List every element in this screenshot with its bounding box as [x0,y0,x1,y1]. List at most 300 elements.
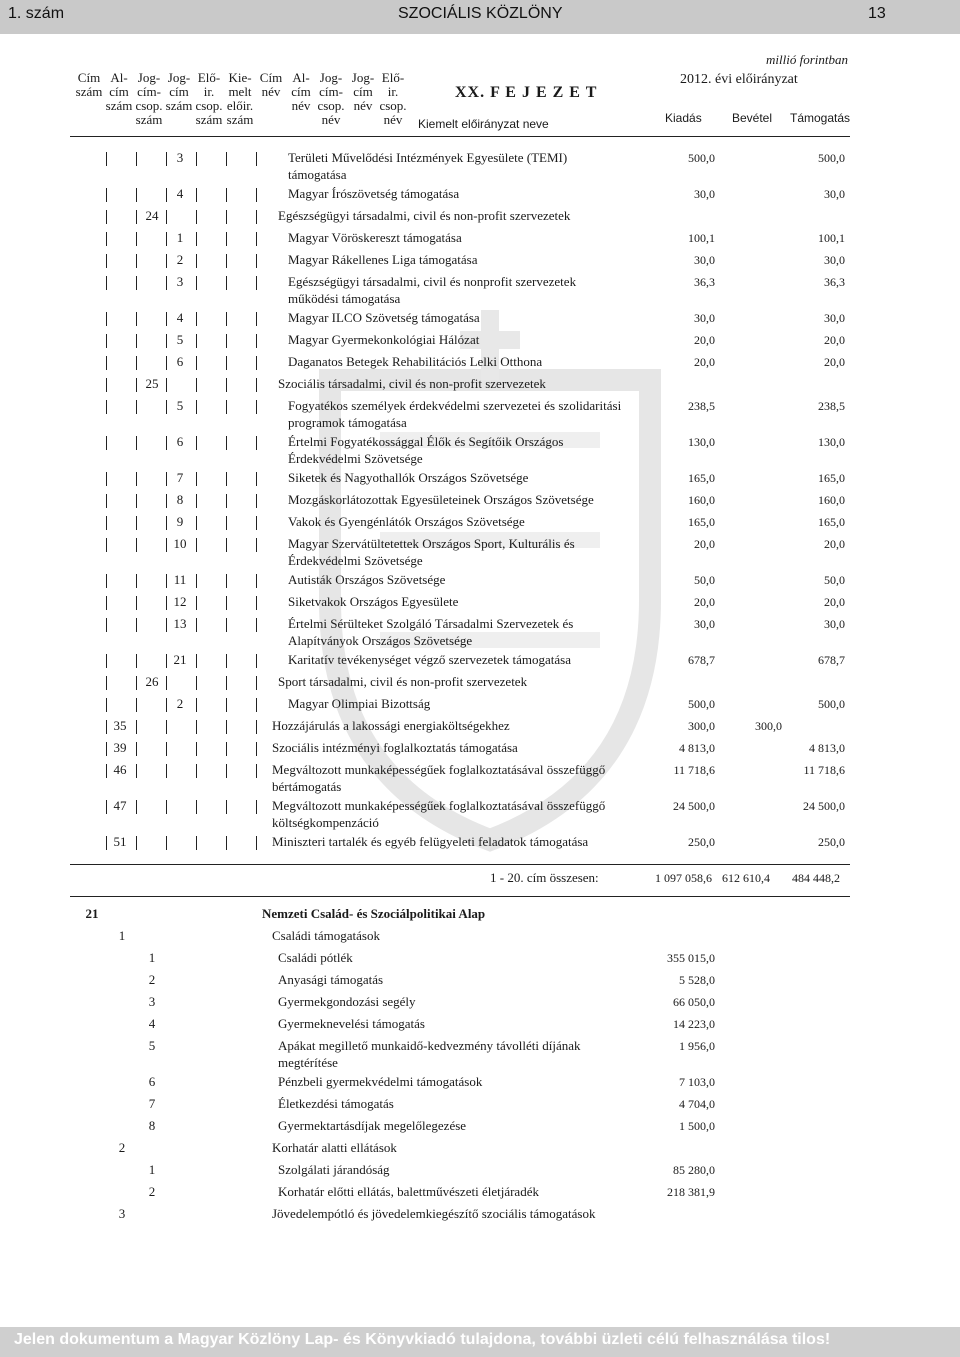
col-eloircsop-szam: Elő- ir. csop. szám [195,70,223,127]
column-tick [256,742,257,756]
row-label: Alapítványok Országos Szövetsége [288,633,473,648]
column-tick [196,574,197,588]
summary-separator [70,864,850,865]
row-label: Érdekvédelmi Szövetsége [288,553,423,568]
page-number: 13 [868,5,886,22]
column-tick [166,618,167,632]
row-number: 12 [173,594,187,609]
column-tick [136,742,137,756]
row-label: Sport társadalmi, civil és non-profit szervezetek [278,674,528,689]
value-tamogatas: 50,0 [824,573,845,587]
fund-row-label: Gyermektartásdíjak megelőlegezése [278,1118,467,1133]
column-tick [256,720,257,734]
row-label: Értelmi Fogyatékossággal Élők és Segítőik Országos [288,434,564,449]
col-eloircsop-nev: Elő- ir. csop. név [379,70,407,127]
column-tick [196,618,197,632]
column-tick [196,764,197,778]
value-kiadas: 36,3 [694,275,715,289]
row-number: 4 [176,310,184,325]
value-tamogatas: 11 718,6 [803,763,845,777]
fund-row-label: Jövedelempótló és jövedelemkiegészítő szociális támogatások [272,1206,596,1221]
column-tick [196,472,197,486]
column-tick [166,312,167,326]
column-tick [166,378,167,392]
value-tamogatas: 130,0 [818,435,845,449]
column-tick [226,836,227,850]
row-number: 39 [113,740,127,755]
row-number: 11 [173,572,187,587]
value-kiadas: 100,1 [688,231,715,245]
row-label: programok támogatása [288,415,407,430]
value-tamogatas: 36,3 [824,275,845,289]
column-tick [166,152,167,166]
column-tick [256,232,257,246]
column-tick [196,698,197,712]
column-tick [196,494,197,508]
column-tick [166,436,167,450]
column-tick [226,618,227,632]
column-tick [136,800,137,814]
fund-row-label: Családi támogatások [272,928,380,943]
column-tick [196,742,197,756]
row-number: 46 [113,762,127,777]
fund-row-number: 1 [148,950,156,965]
col-jogcim-szam: Jog- cím szám [165,70,193,113]
column-tick [136,494,137,508]
value-tamogatas: 30,0 [824,617,845,631]
value-tamogatas: 30,0 [824,187,845,201]
column-tick [106,764,107,778]
column-tick [166,742,167,756]
fund-row-number: 3 [148,994,156,1009]
row-label: Hozzájárulás a lakossági energiaköltségekhez [272,718,510,733]
fund-row-number: 2 [118,1140,126,1155]
value-tamogatas: 20,0 [824,595,845,609]
fund-row-label: Anyasági támogatás [278,972,384,987]
column-tick [106,618,107,632]
fund-row-label: Családi pótlék [278,950,353,965]
column-tick [256,618,257,632]
column-tick [256,254,257,268]
value-tamogatas: 165,0 [818,515,845,529]
column-tick [226,472,227,486]
column-tick [196,276,197,290]
column-tick [196,720,197,734]
row-label: Siketvakok Országos Egyesülete [288,594,459,609]
column-tick [256,472,257,486]
row-label: támogatása [288,167,347,182]
value-tamogatas: 238,5 [818,399,845,413]
row-number: 1 [176,230,184,245]
row-number: 26 [145,674,159,689]
fund-row-number: 1 [148,1162,156,1177]
column-tick [226,698,227,712]
column-tick [226,800,227,814]
column-tick [256,836,257,850]
issue-number: 1. szám [8,5,65,22]
row-label: Magyar Rákellenes Liga támogatása [288,252,478,267]
column-tick [166,764,167,778]
row-label: költségkompenzáció [272,815,379,830]
col-alcim-nev: Al- cím név [291,70,311,113]
row-number: 13 [173,616,187,631]
row-label: bértámogatás [272,779,342,794]
column-tick [196,312,197,326]
column-tick [106,312,107,326]
column-tick [256,516,257,530]
value-kiadas: 160,0 [688,493,715,507]
column-tick [196,538,197,552]
row-label: Egészségügyi társadalmi, civil és nonprofit szervezetek [288,274,577,289]
row-label: Magyar ILCO Szövetség támogatása [288,310,480,325]
header-separator [70,136,850,137]
column-tick [256,356,257,370]
column-tick [196,378,197,392]
column-tick [226,152,227,166]
column-tick [136,232,137,246]
row-number: 24 [145,208,159,223]
column-tick [136,654,137,668]
value-kiadas: 250,0 [688,835,715,849]
footer-notice [0,1327,960,1357]
column-tick [226,538,227,552]
column-tick [226,276,227,290]
row-label: Mozgáskorlátozottak Egyesületeinek Országos Szövetsége [288,492,594,507]
row-number: 21 [173,652,187,667]
column-tick [226,312,227,326]
row-label: Szociális intézményi foglalkoztatás támogatása [272,740,518,755]
subheader-tamogatas: Támogatás [790,111,851,125]
column-tick [256,152,257,166]
column-tick [256,538,257,552]
row-number: 3 [176,274,184,289]
value-tamogatas: 24 500,0 [803,799,845,813]
column-tick [226,188,227,202]
column-tick [196,836,197,850]
column-tick [136,720,137,734]
fund-row-label: Pénzbeli gyermekvédelmi támogatások [278,1074,483,1089]
value-kiadas: 500,0 [688,151,715,165]
column-tick [196,654,197,668]
row-number: 6 [176,434,184,449]
column-tick [136,836,137,850]
column-tick [166,254,167,268]
row-label: működési támogatása [288,291,401,306]
value-kiadas: 165,0 [688,471,715,485]
value-kiadas: 30,0 [694,187,715,201]
row-label: Fogyatékos személyek érdekvédelmi szervezetei és szolidaritási [288,398,622,413]
summary-bevetel: 612 610,4 [722,871,770,885]
column-tick [136,436,137,450]
fund-row-label: Szolgálati járandóság [278,1162,390,1177]
column-tick [106,188,107,202]
fund-value-kiadas: 1 956,0 [679,1039,715,1053]
column-tick [196,356,197,370]
fund-row-label: Apákat megillető munkaidő-kedvezmény távolléti díjának [278,1038,581,1053]
subheader-kiadas: Kiadás [665,111,702,125]
column-tick [196,334,197,348]
column-tick [226,436,227,450]
fund-row-number: 1 [118,928,126,943]
col-alcim-szam: Al- cím szám [105,70,133,113]
column-tick [166,356,167,370]
column-tick [106,800,107,814]
value-tamogatas: 30,0 [824,253,845,267]
column-tick [136,676,137,690]
row-number: 6 [176,354,184,369]
col-jogcim-nev: Jog- cím név [351,70,375,113]
column-tick [166,494,167,508]
column-tick [196,596,197,610]
column-tick [196,152,197,166]
fund-row-label: Életkezdési támogatás [278,1096,394,1111]
fund-value-kiadas: 7 103,0 [679,1075,715,1089]
chapter-title: XX. F E J E Z E T [455,84,598,101]
row-label: Magyar Vöröskereszt támogatása [288,230,462,245]
column-tick [256,698,257,712]
row-number: 5 [176,332,184,347]
fund-value-kiadas: 66 050,0 [673,995,715,1009]
row-label: Területi Művelődési Intézmények Egyesülete (TEMI) [288,150,568,165]
row-number: 10 [173,536,187,551]
value-kiadas: 238,5 [688,399,715,413]
subheader-bevetel: Bevétel [732,111,773,125]
unit-note: millió forintban [766,52,848,67]
column-tick [106,720,107,734]
column-tick [106,276,107,290]
column-tick [136,378,137,392]
column-tick [196,800,197,814]
fund-row-number: 6 [148,1074,156,1089]
value-kiadas: 30,0 [694,617,715,631]
row-label: Egészségügyi társadalmi, civil és non-profit szervezetek [278,208,571,223]
value-tamogatas: 165,0 [818,471,845,485]
column-tick [256,276,257,290]
value-tamogatas: 250,0 [818,835,845,849]
column-tick [226,232,227,246]
row-label: Daganatos Betegek Rehabilitációs Lelki Otthona [288,354,543,369]
fund-value-kiadas: 5 528,0 [679,973,715,987]
column-tick [166,210,167,224]
column-tick [256,210,257,224]
column-tick [166,654,167,668]
row-label: Értelmi Sérülteket Szolgáló Társadalmi Szervezetek és [288,616,574,631]
column-tick [166,836,167,850]
column-tick [166,698,167,712]
summary-label: 1 - 20. cím összesen: [490,870,599,885]
row-number: 35 [113,718,127,733]
column-tick [226,494,227,508]
column-tick [136,764,137,778]
column-tick [226,764,227,778]
column-tick [106,436,107,450]
summary-kiadas: 1 097 058,6 [655,871,712,885]
row-number: 9 [176,514,184,529]
column-tick [106,378,107,392]
value-tamogatas: 100,1 [818,231,845,245]
row-label: Magyar Olimpiai Bizottság [288,696,431,711]
column-tick [256,574,257,588]
column-tick [166,516,167,530]
value-kiadas: 30,0 [694,311,715,325]
column-tick [106,596,107,610]
column-tick [166,596,167,610]
fund-row-label: Nemzeti Család- és Szociálpolitikai Alap [262,906,486,921]
row-label: Vakok és Gyengénlátók Országos Szövetsége [288,514,525,529]
value-kiadas: 4 813,0 [679,741,715,755]
value-kiadas: 500,0 [688,697,715,711]
column-tick [166,676,167,690]
row-label: Magyar Írószövetség támogatása [288,186,460,201]
column-tick [106,698,107,712]
column-tick [226,676,227,690]
row-label: Miniszteri tartalék és egyéb felügyeleti feladatok támogatása [272,834,589,849]
row-number: 4 [176,186,184,201]
fund-row-label: Gyermeknevelési támogatás [278,1016,425,1031]
column-tick [136,334,137,348]
column-tick [226,378,227,392]
value-tamogatas: 20,0 [824,333,845,347]
column-tick [166,276,167,290]
column-tick [196,516,197,530]
fund-row-number: 4 [148,1016,156,1031]
value-kiadas: 678,7 [688,653,715,667]
column-tick [256,494,257,508]
column-tick [136,538,137,552]
column-tick [166,720,167,734]
value-kiadas: 165,0 [688,515,715,529]
column-tick [166,400,167,414]
row-label: Megváltozott munkaképességűek foglalkoztatásával összefüggő [272,762,606,777]
column-tick [106,494,107,508]
row-label: Magyar Szervátültetettek Országos Sport, Kulturális és [288,536,575,551]
column-tick [106,210,107,224]
column-tick [256,596,257,610]
column-tick [136,516,137,530]
column-tick [226,210,227,224]
value-kiadas: 20,0 [694,595,715,609]
fund-value-kiadas: 355 015,0 [667,951,715,965]
value-tamogatas: 500,0 [818,151,845,165]
fund-value-kiadas: 1 500,0 [679,1119,715,1133]
column-tick [136,596,137,610]
column-tick [226,574,227,588]
row-number: 51 [113,834,127,849]
fund-row-number: 5 [148,1038,156,1053]
fund-row-number: 2 [148,1184,156,1199]
column-tick [106,334,107,348]
column-tick [166,472,167,486]
column-tick [226,254,227,268]
column-tick [196,210,197,224]
column-tick [136,312,137,326]
fund-row-number: 2 [148,972,156,987]
column-tick [136,698,137,712]
value-tamogatas: 500,0 [818,697,845,711]
value-bevetel: 300,0 [755,719,782,733]
value-kiadas: 50,0 [694,573,715,587]
column-tick [106,742,107,756]
value-kiadas: 130,0 [688,435,715,449]
value-tamogatas: 20,0 [824,355,845,369]
column-tick [256,764,257,778]
column-tick [106,254,107,268]
fund-value-kiadas: 14 223,0 [673,1017,715,1031]
footer-text: Jelen dokumentum a Magyar Közlöny Lap- és Könyvkiadó tulajdona, további üzleti célú felhasználása tilos! [14,1331,831,1348]
fund-row-number: 7 [148,1096,156,1111]
kiemelt-label: Kiemelt előirányzat neve [418,117,549,131]
fund-row-number: 21 [85,906,99,921]
fund-row-number: 3 [118,1206,126,1221]
column-tick [196,188,197,202]
column-tick [166,188,167,202]
column-tick [136,356,137,370]
column-tick [256,334,257,348]
column-tick [166,538,167,552]
column-tick [136,188,137,202]
col-jogcimcsop-szam: Jog- cím- csop. szám [135,70,163,127]
column-tick [196,436,197,450]
row-label: Érdekvédelmi Szövetsége [288,451,423,466]
column-tick [106,654,107,668]
column-tick [136,472,137,486]
row-label: Karitatív tevékenységet végző szervezetek támogatása [288,652,571,667]
row-number: 2 [176,696,184,711]
column-tick [256,400,257,414]
column-tick [226,596,227,610]
row-label: Megváltozott munkaképességűek foglalkoztatásával összefüggő [272,798,606,813]
column-tick [106,152,107,166]
fund-value-kiadas: 218 381,9 [667,1185,715,1199]
column-tick [106,232,107,246]
row-number: 47 [113,798,127,813]
column-tick [136,276,137,290]
value-tamogatas: 678,7 [818,653,845,667]
fund-row-number: 8 [148,1118,156,1133]
column-tick [226,334,227,348]
column-tick [166,574,167,588]
column-tick [166,334,167,348]
column-tick [136,254,137,268]
column-tick [106,400,107,414]
column-tick [106,516,107,530]
row-number: 8 [176,492,184,507]
column-tick [256,800,257,814]
column-tick [136,210,137,224]
row-label: Szociális társadalmi, civil és non-profit szervezetek [278,376,546,391]
page-header [0,0,960,34]
column-tick [226,654,227,668]
value-tamogatas: 4 813,0 [809,741,845,755]
value-kiadas: 24 500,0 [673,799,715,813]
row-label: Magyar Gyermekonkológiai Hálózat [288,332,480,347]
column-tick [226,400,227,414]
column-tick [256,378,257,392]
column-tick [106,356,107,370]
fund-row-label: Korhatár előtti ellátás, balettművészeti életjáradék [278,1184,539,1199]
journal-title: SZOCIÁLIS KÖZLÖNY [398,5,563,22]
summary-tamogatas: 484 448,2 [792,871,840,885]
section-separator [70,896,850,897]
row-number: 25 [145,376,159,391]
row-number: 5 [176,398,184,413]
column-tick [106,472,107,486]
year-label: 2012. évi előirányzat [680,72,798,87]
row-number: 7 [176,470,184,485]
column-tick [106,538,107,552]
column-tick [106,836,107,850]
value-kiadas: 30,0 [694,253,715,267]
